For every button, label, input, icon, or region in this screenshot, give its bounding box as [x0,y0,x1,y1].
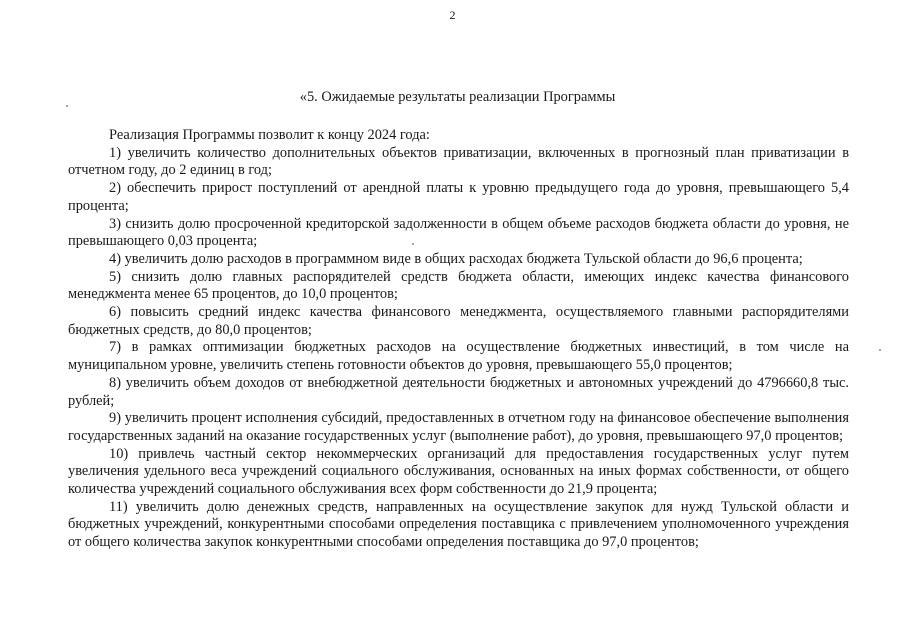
section-body [68,127,849,552]
intro-paragraph: Реализация Программы позволит к концу 2024 года: [109,127,430,143]
list-item: 3) снизить долю просроченной кредиторской задолженности в общем объеме расходов бюджета области до уровня, не превышающего 0,03 процента; [68,215,849,250]
list-item: 8) увеличить объем доходов от внебюджетной деятельности бюджетных и автономных учреждений до 4796660,8 тыс. рублей; [68,374,849,409]
list-item: 11) увеличить долю денежных средств, направленных на осуществление закупок для нужд Тульской области и бюджетных учреждений, конкурентными способами определения поставщика с привлечением уполномоченного учреждения от общего количества закупок конкурентными способами определения поставщика до 97,0 процентов; [68,498,849,551]
scan-speck [879,349,881,351]
list-item: 4) увеличить долю расходов в программном виде в общих расходах бюджета Тульской области до 96,6 процента; [109,250,803,267]
list-item: 10) привлечь частный сектор некоммерческих организаций для предоставления государственных услуг путем увеличения удельного веса учреждений социального обслуживания, основанных на иных формах собственности, от общего количества учреждений социального обслуживания всех форм собственности до 21,9 процента; [68,445,849,498]
list-item: 7) в рамках оптимизации бюджетных расходов на осуществление бюджетных инвестиций, в том числе на муниципальном уровне, увеличить степень готовности объектов до уровня, превышающего 55,0 процентов; [68,339,849,374]
list-item: 9) увеличить процент исполнения субсидий, предоставленных в отчетном году на финансовое обеспечение выполнения государственных заданий на оказание государственных услуг (выполнение работ), до уровня, превышающего 97,0 процентов; [68,410,849,444]
section-heading: «5. Ожидаемые результаты реализации Программы [299,89,616,105]
list-item: 2) обеспечить прирост поступлений от арендной платы к уровню предыдущего года до уровня, превышающего 5,4 процента; [68,180,849,214]
list-item: 6) повысить средний индекс качества финансового менеджмента, осуществляемого главными распорядителями бюджетных средств, до 80,0 процентов; [68,304,849,338]
list-item: 5) снизить долю главных распорядителей средств бюджета области, имеющих индекс качества финансового менеджмента менее 65 процентов, до 10,0 процентов; [68,268,849,303]
page-number: 2 [449,8,456,22]
list-item: 1) увеличить количество дополнительных объектов приватизации, включенных в прогнозный план приватизации в отчетном году, до 2 единиц в год; [68,144,849,179]
